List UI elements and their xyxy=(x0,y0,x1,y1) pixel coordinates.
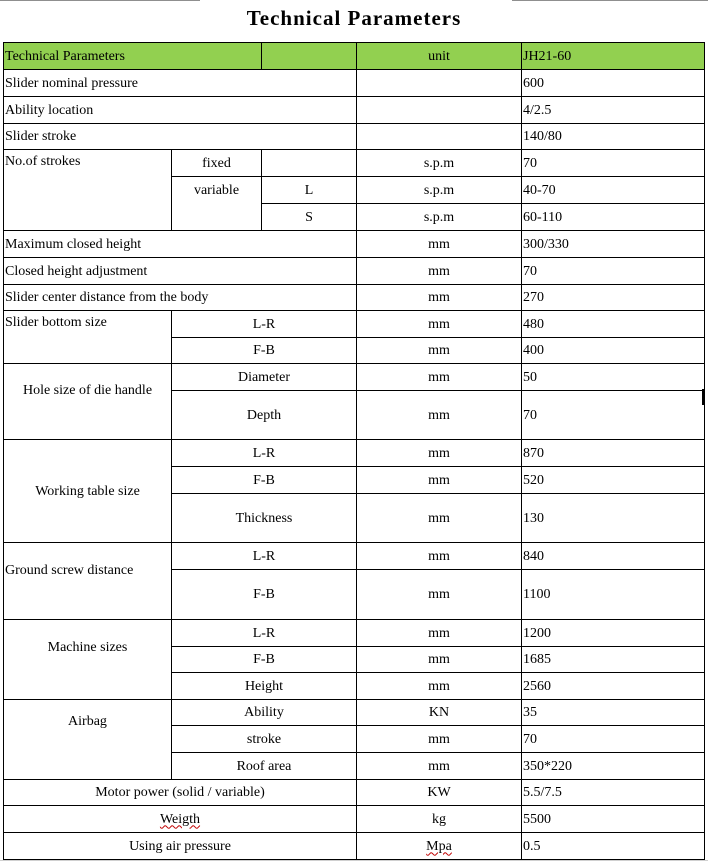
header-model: JH21-60 xyxy=(522,43,705,70)
header-unit: unit xyxy=(357,43,522,70)
edge-marker xyxy=(702,389,705,405)
table-row xyxy=(4,311,705,338)
strokes-label-continued xyxy=(4,204,172,231)
row-label: Using air pressure xyxy=(4,833,357,860)
sub-label: Diameter xyxy=(172,364,357,391)
row-unit xyxy=(357,70,522,97)
sub-label: L-R xyxy=(172,440,357,467)
table-row xyxy=(4,177,705,204)
row-label: Ability location xyxy=(4,97,357,124)
row-unit: mm xyxy=(357,311,522,338)
row-label: Slider nominal pressure xyxy=(4,70,357,97)
row-value: 40-70 xyxy=(522,177,705,204)
parameters-table xyxy=(3,42,705,860)
sub-label: L-R xyxy=(172,620,357,647)
row-value: 70 xyxy=(522,150,705,177)
row-label: Slider bottom size xyxy=(4,311,172,364)
row-unit: mm xyxy=(357,285,522,311)
table-row xyxy=(4,620,705,647)
row-unit: mm xyxy=(357,647,522,673)
row-label: No.of strokes xyxy=(4,150,172,177)
sub-label: stroke xyxy=(172,726,357,753)
row-label: Slider stroke xyxy=(4,124,357,150)
row-unit: mm xyxy=(357,364,522,391)
row-label: Maximum closed height xyxy=(4,231,357,258)
strokes-label-continued xyxy=(4,177,172,204)
row-unit: mm xyxy=(357,570,522,620)
strokes-variable-continued xyxy=(172,204,262,231)
row-value: 1100 xyxy=(522,570,705,620)
row-unit: mm xyxy=(357,673,522,700)
row-value: 50 xyxy=(522,364,705,391)
row-label: Ground screw distance xyxy=(4,543,172,620)
row-value: 300/330 xyxy=(522,231,705,258)
strokes-variable-label: variable xyxy=(172,177,262,204)
row-unit: s.p.m xyxy=(357,177,522,204)
row-value: 600 xyxy=(522,70,705,97)
row-value: 140/80 xyxy=(522,124,705,150)
table-header-row xyxy=(4,43,705,70)
row-unit xyxy=(357,124,522,150)
row-unit: mm xyxy=(357,494,522,543)
row-unit: KW xyxy=(357,780,522,806)
sub-label: Thickness xyxy=(172,494,357,543)
row-unit: KN xyxy=(357,700,522,726)
table-row xyxy=(4,700,705,726)
sub-label: Ability xyxy=(172,700,357,726)
row-value: 2560 xyxy=(522,673,705,700)
table-row xyxy=(4,364,705,391)
sub-label: F-B xyxy=(172,467,357,494)
strokes-fixed-label: fixed xyxy=(172,150,262,177)
row-label: Airbag xyxy=(4,700,172,780)
row-value: 4/2.5 xyxy=(522,97,705,124)
row-unit: kg xyxy=(357,806,522,833)
row-value: 1685 xyxy=(522,647,705,673)
sub-label: Depth xyxy=(172,391,357,440)
table-row xyxy=(4,285,705,311)
sub-label: L-R xyxy=(172,543,357,570)
row-value: 5500 xyxy=(522,806,705,833)
bottom-rule xyxy=(0,860,708,861)
sub-label: F-B xyxy=(172,570,357,620)
table-row xyxy=(4,806,705,833)
top-rule-right xyxy=(512,0,708,1)
row-label: Hole size of die handle xyxy=(4,364,172,440)
table-row xyxy=(4,204,705,231)
air-pressure-unit: Mpa xyxy=(426,838,452,854)
header-empty xyxy=(262,43,357,70)
row-unit: mm xyxy=(357,753,522,780)
row-value: 35 xyxy=(522,700,705,726)
row-label xyxy=(4,806,357,833)
row-value: 400 xyxy=(522,338,705,364)
row-value: 870 xyxy=(522,440,705,467)
row-unit: mm xyxy=(357,231,522,258)
sub-label: Height xyxy=(172,673,357,700)
row-label: Closed height adjustment xyxy=(4,258,357,285)
row-value: 130 xyxy=(522,494,705,543)
sub-label: L-R xyxy=(172,311,357,338)
row-unit: mm xyxy=(357,440,522,467)
table-row xyxy=(4,258,705,285)
title-bar xyxy=(0,0,708,42)
row-value: 0.5 xyxy=(522,833,705,860)
weight-label: Weigth xyxy=(159,811,201,827)
row-value: 840 xyxy=(522,543,705,570)
table-row xyxy=(4,124,705,150)
row-unit: s.p.m xyxy=(357,150,522,177)
header-param: Technical Parameters xyxy=(4,43,262,70)
row-label: Machine sizes xyxy=(4,620,172,700)
row-label: Slider center distance from the body xyxy=(4,285,357,311)
sub-label: F-B xyxy=(172,647,357,673)
row-value: 480 xyxy=(522,311,705,338)
row-value: 520 xyxy=(522,467,705,494)
strokes-l-label: L xyxy=(262,177,357,204)
row-value: 70 xyxy=(522,726,705,753)
row-label: Motor power (solid / variable) xyxy=(4,780,357,806)
table-row xyxy=(4,780,705,806)
table-row xyxy=(4,833,705,860)
table-row xyxy=(4,70,705,97)
table-row xyxy=(4,150,705,177)
table-row xyxy=(4,97,705,124)
table-row xyxy=(4,440,705,467)
row-value: 5.5/7.5 xyxy=(522,780,705,806)
row-unit xyxy=(357,833,522,860)
row-unit: mm xyxy=(357,338,522,364)
row-unit: mm xyxy=(357,620,522,647)
table-row xyxy=(4,543,705,570)
row-unit: mm xyxy=(357,391,522,440)
strokes-fixed-blank xyxy=(262,150,357,177)
row-unit: mm xyxy=(357,258,522,285)
row-value: 60-110 xyxy=(522,204,705,231)
strokes-s-label: S xyxy=(262,204,357,231)
row-label: Working table size xyxy=(4,440,172,543)
row-unit: mm xyxy=(357,467,522,494)
row-unit: mm xyxy=(357,726,522,753)
row-value: 270 xyxy=(522,285,705,311)
row-unit xyxy=(357,97,522,124)
page-title: Technical Parameters xyxy=(246,6,462,30)
row-unit: s.p.m xyxy=(357,204,522,231)
row-value: 70 xyxy=(522,258,705,285)
row-unit: mm xyxy=(357,543,522,570)
row-value: 1200 xyxy=(522,620,705,647)
row-value: 350*220 xyxy=(522,753,705,780)
sub-label: Roof area xyxy=(172,753,357,780)
sub-label: F-B xyxy=(172,338,357,364)
row-value: 70 xyxy=(522,391,705,440)
table-row xyxy=(4,231,705,258)
top-rule-left xyxy=(0,0,200,1)
